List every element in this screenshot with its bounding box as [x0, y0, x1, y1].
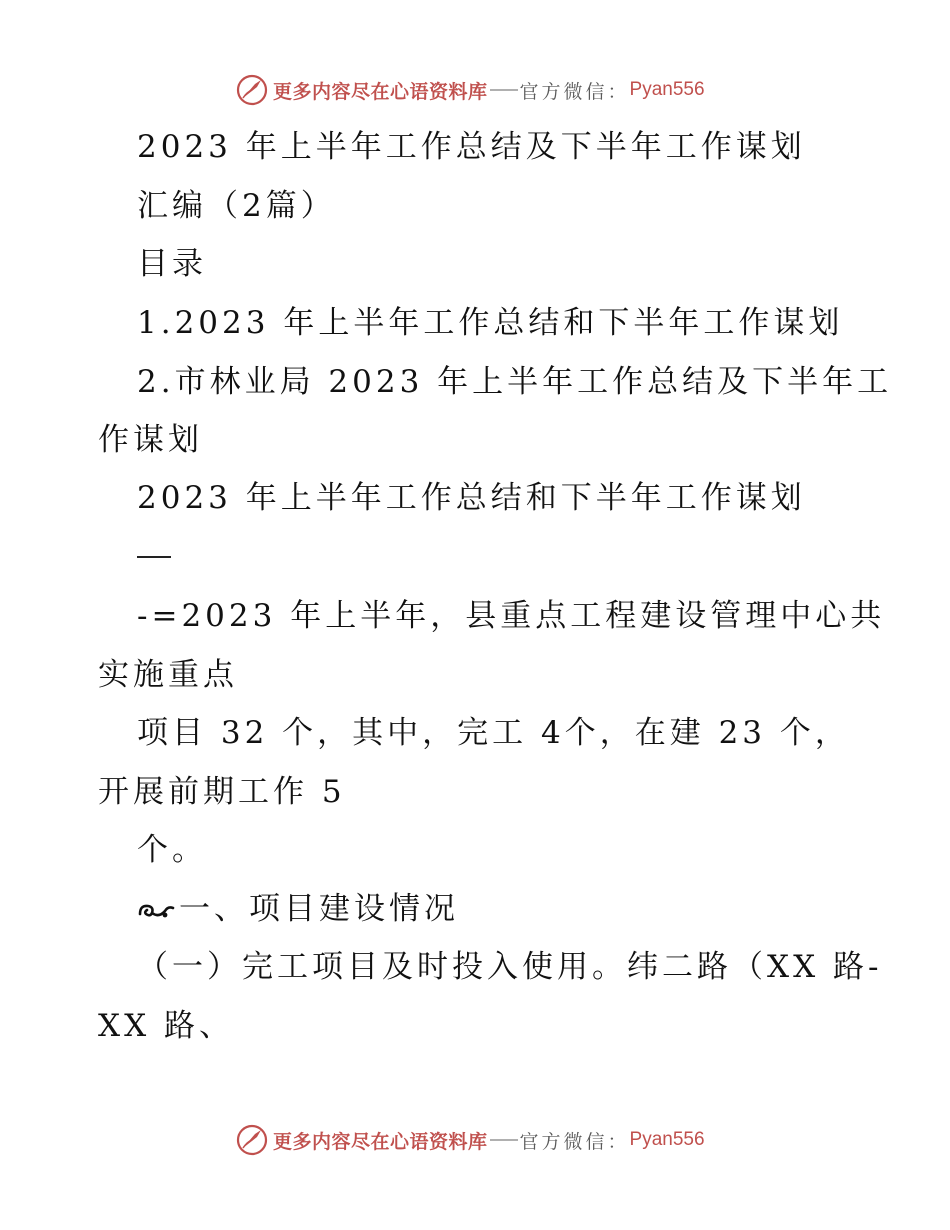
- watermark-wechat-id: Pyan556: [629, 79, 705, 100]
- watermark-wechat-label: 官方微信：: [519, 80, 630, 103]
- toc-item-1: 1.2023 年上半年工作总结和下半年工作谋划: [137, 305, 844, 341]
- paragraph-1-cont: 实施重点: [98, 657, 238, 693]
- watermark-wechat-label: 官方微信：: [519, 1130, 630, 1153]
- paragraph-2: 项目 32 个，其中，完工 4个，在建 23 个，: [137, 715, 850, 751]
- quill-logo-icon: [235, 73, 269, 107]
- paragraph-4: （一）完工项目及时投入使用。纬二路（XX 路-: [137, 949, 883, 985]
- paragraph-2-cont: 开展前期工作 5: [98, 774, 346, 810]
- toc-item-2: 2.市林业局 2023 年上半年工作总结及下半年工: [137, 364, 893, 400]
- heading-project-construction: [137, 889, 459, 929]
- quill-logo-icon: [235, 1123, 269, 1157]
- toc-heading: 目录: [137, 246, 207, 282]
- heading-text: 一、项目建设情况: [179, 891, 459, 927]
- watermark-text: 更多内容尽在心语资料库: [273, 1130, 488, 1153]
- watermark-text: 更多内容尽在心语资料库: [273, 80, 488, 103]
- doc-title-line1: 2023 年上半年工作总结及下半年工作谋划: [137, 129, 806, 165]
- paragraph-1: -=2023 年上半年，县重点工程建设管理中心共: [137, 598, 886, 634]
- doc-title-line2: 汇编（2篇）: [137, 188, 336, 224]
- toc-item-2-cont: 作谋划: [98, 422, 203, 458]
- paragraph-3: 个。: [137, 832, 207, 868]
- separator-line: [137, 556, 171, 558]
- watermark-dash: [490, 1139, 518, 1141]
- watermark-dash: [490, 89, 518, 91]
- curl-ornament-icon: [137, 900, 177, 922]
- header-watermark: [235, 73, 705, 107]
- section-title: 2023 年上半年工作总结和下半年工作谋划: [137, 480, 806, 516]
- paragraph-4-cont: XX 路、: [98, 1008, 234, 1044]
- footer-watermark: [235, 1123, 705, 1157]
- watermark-wechat-id: Pyan556: [629, 1129, 705, 1150]
